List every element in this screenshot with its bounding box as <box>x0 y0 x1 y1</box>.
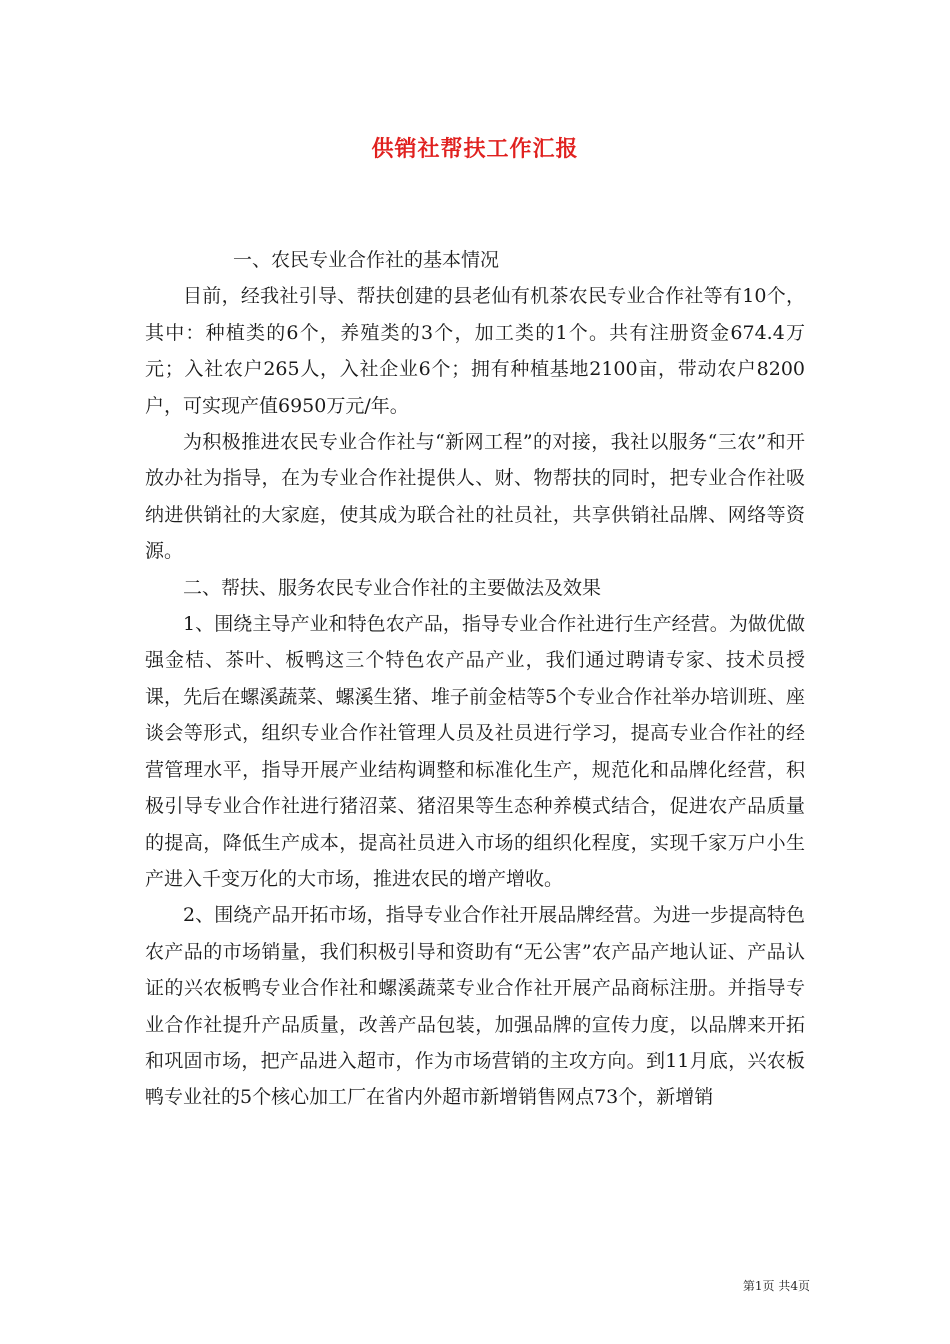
paragraph: 1、围绕主导产业和特色农产品，指导专业合作社进行生产经营。为做优做强金桔、茶叶、板鸭这三个特色农产品产业，我们通过聘请专家、技术员授课，先后在螺溪蔬菜、螺溪生猪、堆子前金桔等5个专业合作社举办培训班、座谈会等形式，组织专业合作社管理人员及社员进行学习，提高专业合作社的经营管理水平，指导开展产业结构调整和标准化生产，规范化和品牌化经营，积极引导专业合作社进行猪沼菜、猪沼果等生态种养模式结合，促进农产品质量的提高，降低生产成本，提高社员进入市场的组织化程度，实现千家万户小生产进入千变万化的大市场，推进农民的增产增收。 <box>145 613 805 890</box>
document-title: 供销社帮扶工作汇报 <box>371 136 579 162</box>
paragraph: 目前，经我社引导、帮扶创建的县老仙有机茶农民专业合作社等有10个，其中：种植类的6个，养殖类的3个，加工类的1个。共有注册资金674.4万元；入社农户265人，入社企业6个；拥有种植基地2100亩，带动农户8200户，可实现产值6950万元/年。 <box>145 285 805 417</box>
section-heading-2: 二、帮扶、服务农民专业合作社的主要做法及效果 <box>183 576 602 599</box>
paragraph: 为积极推进农民专业合作社与“新网工程”的对接，我社以服务“三农”和开放办社为指导，在为专业合作社提供人、财、物帮扶的同时，把专业合作社吸纳进供销社的大家庭，使其成为联合社的社员社，共享供销社品牌、网络等资源。 <box>145 431 805 563</box>
paragraph: 2、围绕产品开拓市场，指导专业合作社开展品牌经营。为进一步提高特色农产品的市场销量，我们积极引导和资助有“无公害”农产品产地认证、产品认证的兴农板鸭专业合作社和螺溪蔬菜专业合作社开展产品商标注册。并指导专业合作社提升产品质量，改善产品包装，加强品牌的宣传力度，以品牌来开拓和巩固市场，把产品进入超市，作为市场营销的主攻方向。到11月底，兴农板鸭专业社的5个核心加工厂在省内外超市新增销售网点73个，新增销 <box>145 904 805 1109</box>
section-heading-1: 一、农民专业合作社的基本情况 <box>233 249 500 271</box>
page-number-footer: 第1页 共4页 <box>742 1279 810 1293</box>
document-body <box>145 242 805 1116</box>
